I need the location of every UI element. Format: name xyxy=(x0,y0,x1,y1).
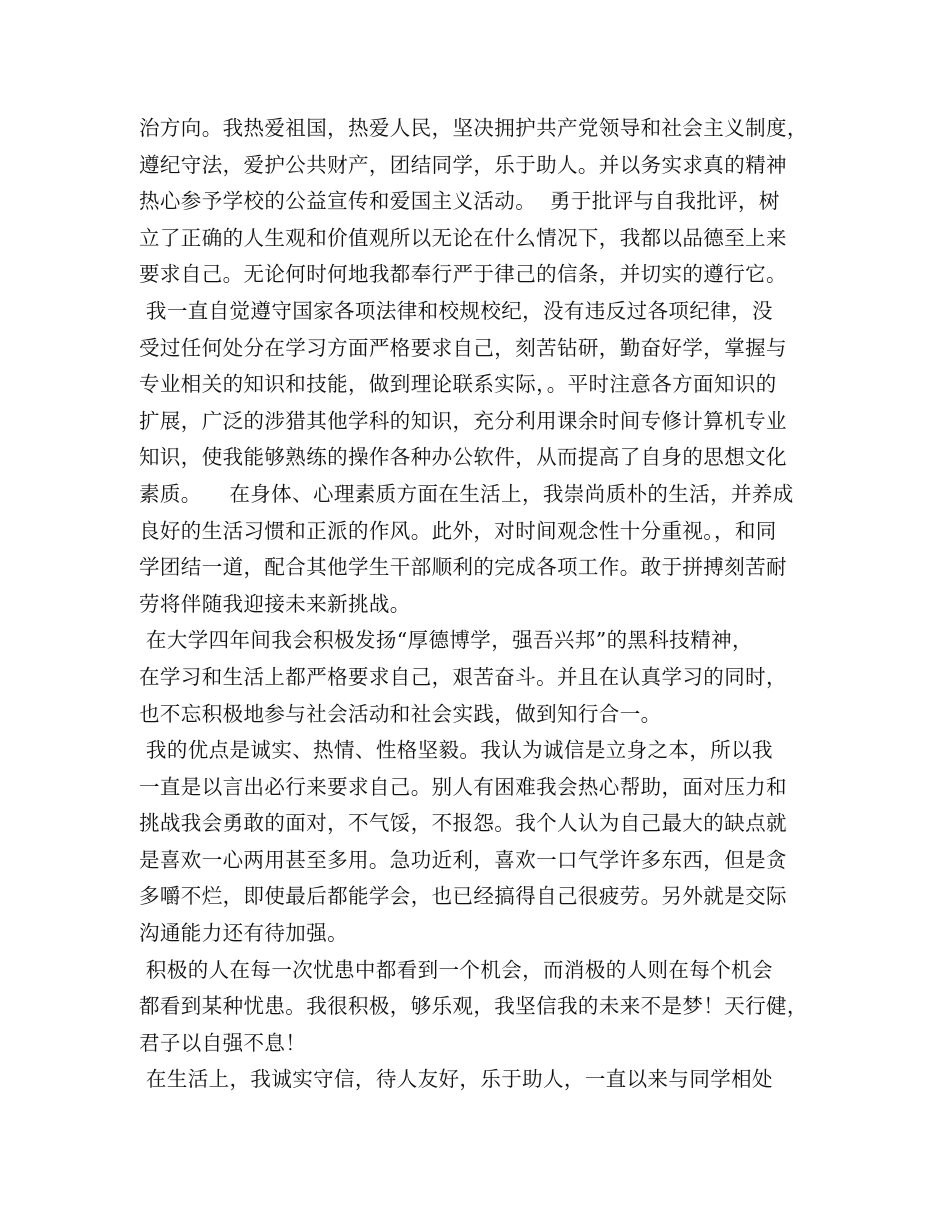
text-line: 沟通能力还有待加强。 xyxy=(139,921,348,946)
text-line: 立了正确的人生观和价值观所以无论在什么情况下，我都以品德至上来 xyxy=(139,225,787,250)
text-line: 也不忘积极地参与社会活动和社会实践，做到知行合一。 xyxy=(139,701,662,726)
text-line: 扩展，广泛的涉猎其他学科的知识，充分利用课余时间专修计算机专业 xyxy=(139,408,787,433)
text-line: 专业相关的知识和技能，做到理论联系实际，。平时注意各方面知识的 xyxy=(139,372,777,397)
text-line: 治方向。我热爱祖国，热爱人民，坚决拥护共产党领导和社会主义制度， xyxy=(139,116,808,140)
text-line: 要求自己。无论何时何地我都奉行严于律己的信条，并切实的遵行它。 xyxy=(139,262,787,287)
text-line: 学团结一道，配合其他学生干部顺利的完成各项工作。敢于拼搏刻苦耐 xyxy=(139,555,787,580)
text-line: 挑战我会勇敢的面对，不气馁，不报怨。我个人认为自己最大的缺点就 xyxy=(139,811,787,836)
text-line: 一直是以言出必行来要求自己。别人有困难我会热心帮助，面对压力和 xyxy=(139,774,787,799)
text-line: 热心参予学校的公益宣传和爱国主义活动。 勇于批评与自我批评，树 xyxy=(139,189,780,214)
text-line: 我的优点是诚实、热情、性格坚毅。我认为诚信是立身之本，所以我 xyxy=(139,738,773,763)
text-line: 是喜欢一心两用甚至多用。急功近利，喜欢一口气学许多东西，但是贪 xyxy=(139,847,787,872)
text-line: 素质。 在身体、心理素质方面在生活上，我崇尚质朴的生活，并养成 xyxy=(139,481,794,506)
text-line: 受过任何处分在学习方面严格要求自己，刻苦钻研，勤奋好学，掌握与 xyxy=(139,335,787,360)
text-line: 多嚼不烂，即使最后都能学会，也已经搞得自己很疲劳。另外就是交际 xyxy=(139,884,787,909)
text-line: 良好的生活习惯和正派的作风。此外，对时间观念性十分重视。，和同 xyxy=(139,518,777,543)
text-line: 在学习和生活上都严格要求自己，艰苦奋斗。并且在认真学习的同时， xyxy=(139,664,787,689)
text-line: 知识，使我能够熟练的操作各种办公软件，从而提高了自身的思想文化 xyxy=(139,445,787,470)
text-line: 在大学四年间我会积极发扬“厚德博学，强吾兴邦”的黑科技精神， xyxy=(139,628,753,653)
text-line: 君子以自强不息！ xyxy=(139,1030,307,1055)
text-line: 我一直自觉遵守国家各项法律和校规校纪，没有违反过各项纪律，没 xyxy=(139,298,773,323)
document-body xyxy=(139,110,819,1098)
text-line: 积极的人在每一次忧患中都看到一个机会，而消极的人则在每个机会 xyxy=(139,957,773,982)
text-line: 都看到某种忧患。我很积极，够乐观，我坚信我的未来不是梦！天行健， xyxy=(139,994,808,1019)
text-line: 在生活上，我诚实守信，待人友好，乐于助人，一直以来与同学相处 xyxy=(139,1067,773,1092)
text-line: 遵纪守法，爱护公共财产，团结同学，乐于助人。并以务实求真的精神 xyxy=(139,152,787,177)
text-line: 劳将伴随我迎接未来新挑战。 xyxy=(139,591,411,616)
